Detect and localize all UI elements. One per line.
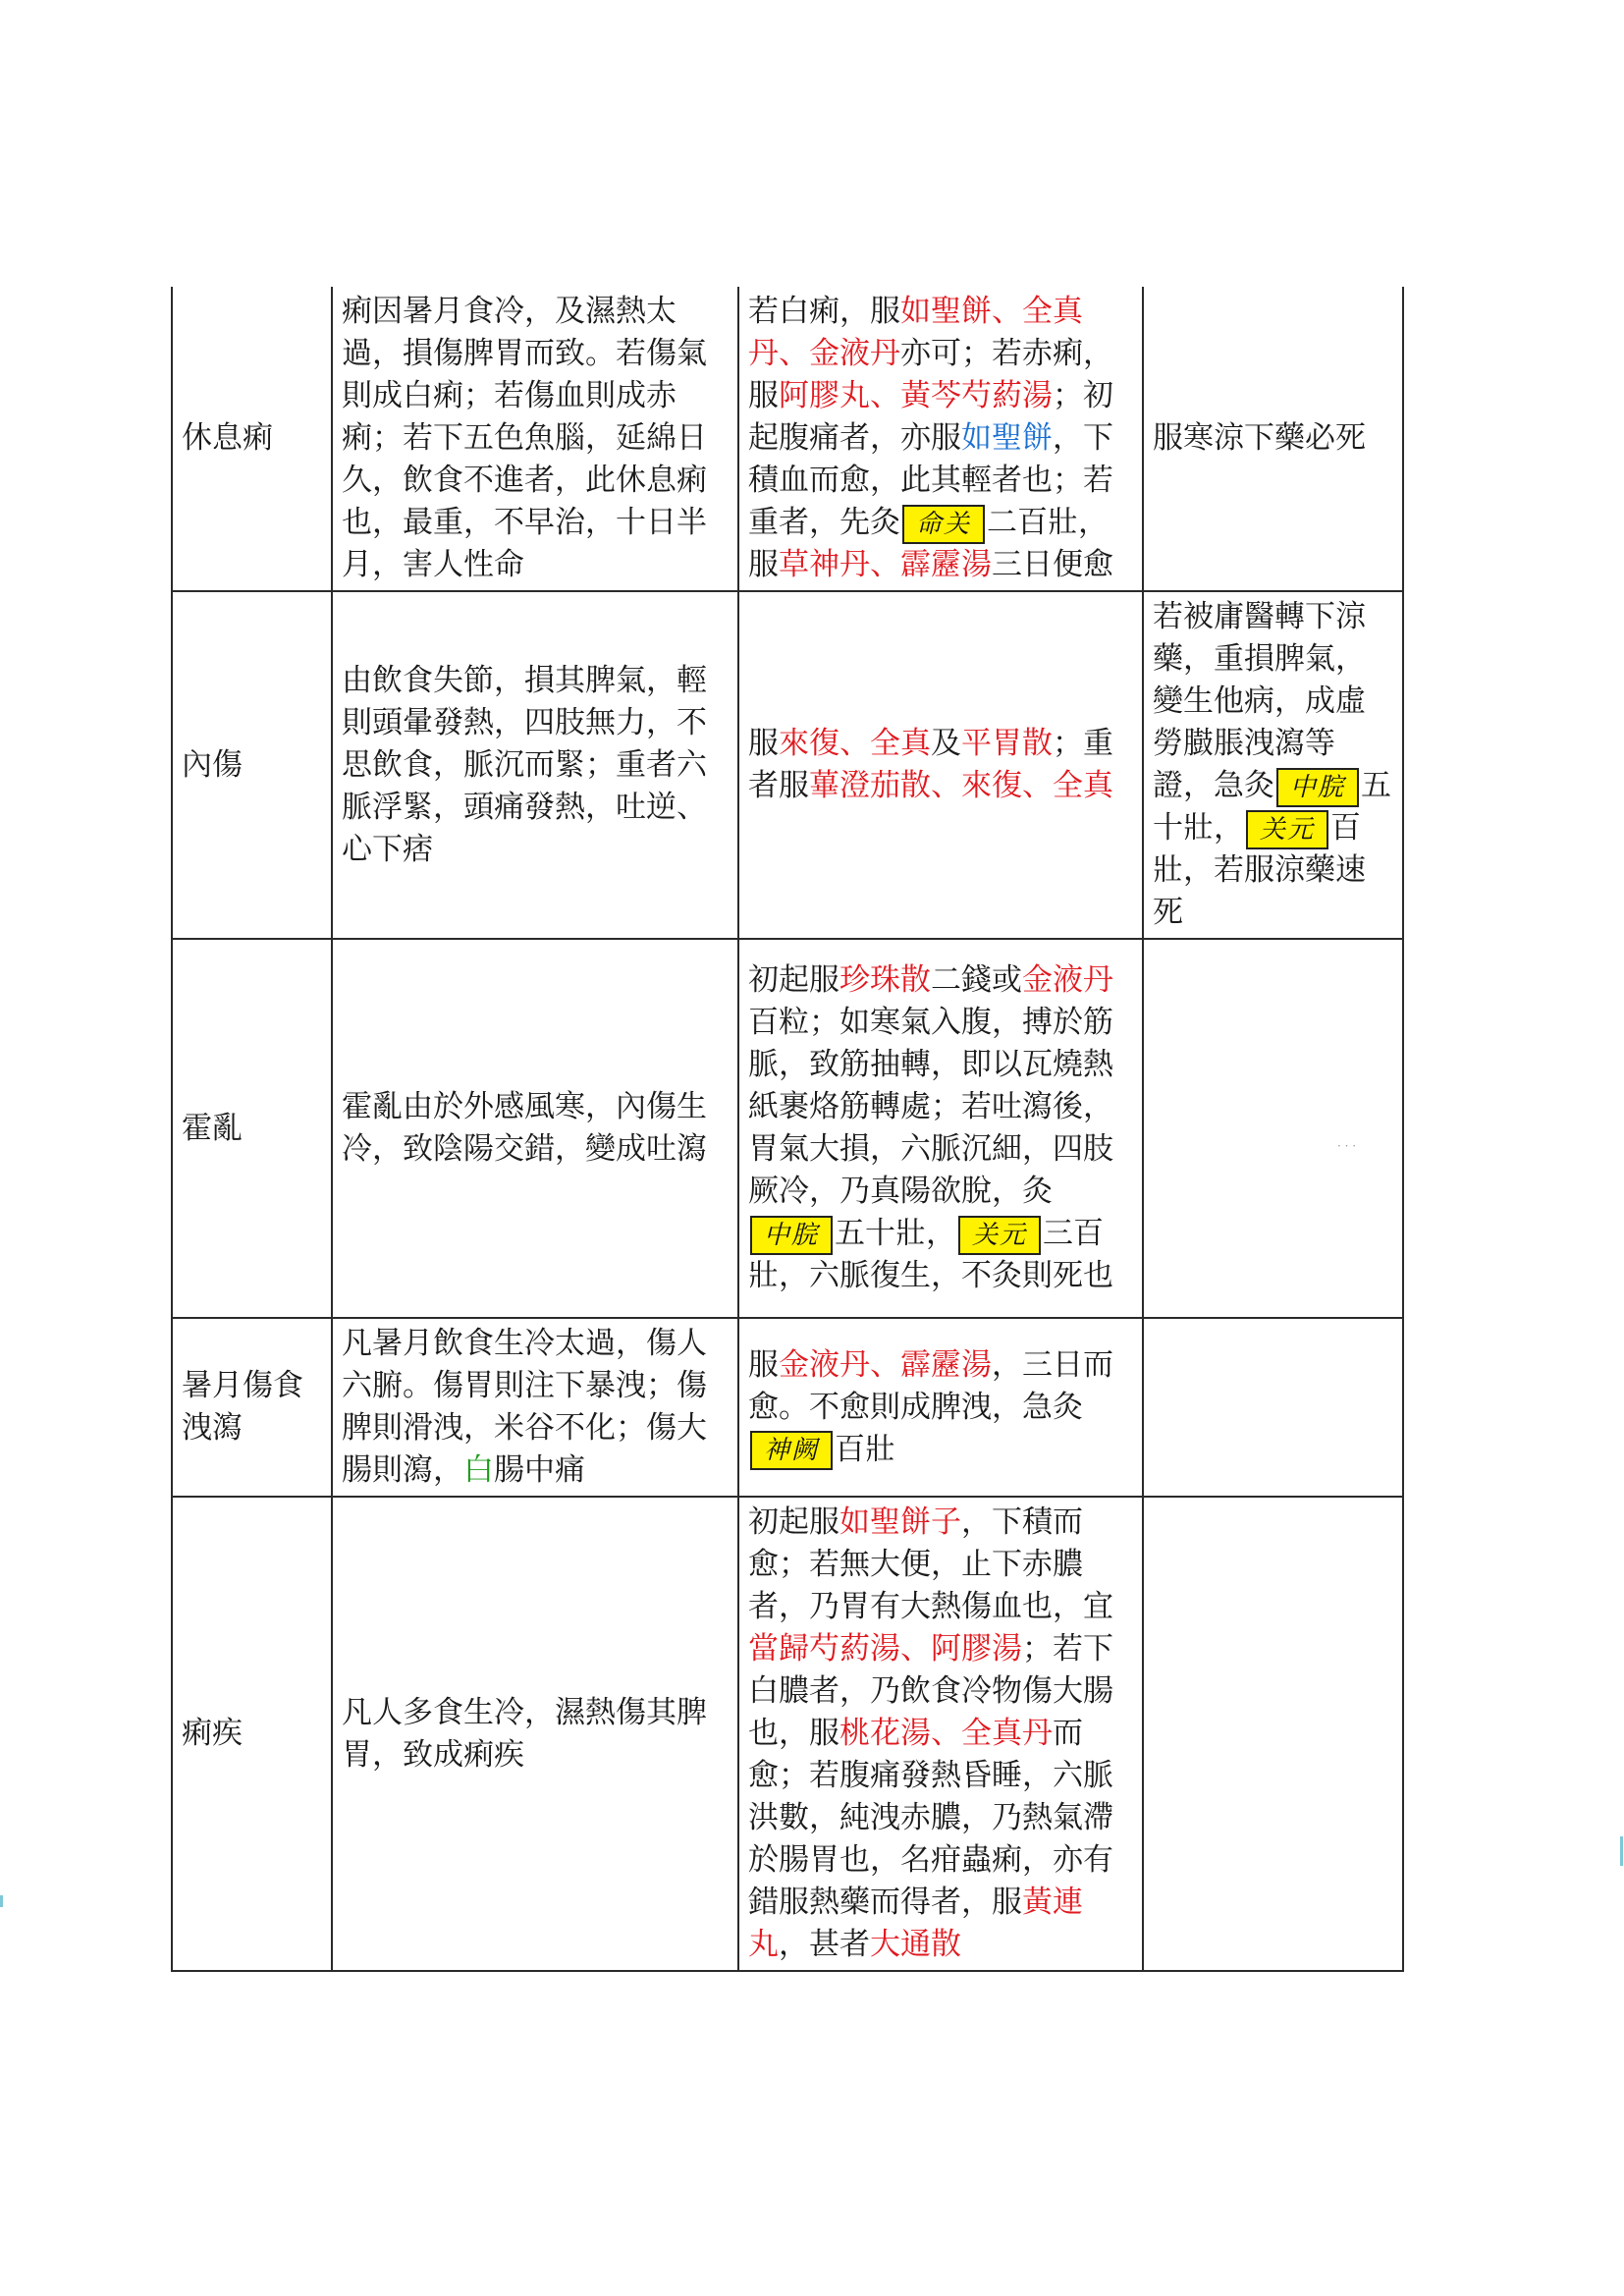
cause-cell: 由飲食失節，損其脾氣，輕則頭暈發熱，四肢無力，不思飲食，脈沉而緊；重者六脈浮緊，頭痛發熱，吐逆、心下痞 bbox=[332, 591, 738, 939]
handwritten-point-label: 神阙 bbox=[750, 1431, 833, 1470]
handwritten-point-label: 中脘 bbox=[750, 1216, 833, 1255]
scan-edge-mark bbox=[1620, 1836, 1623, 1866]
treatment-cell: 初起服珍珠散二錢或金液丹百粒；如寒氣入腹，搏於筋脈，致筋抽轉，即以瓦燒熱紙裹烙筋轉處；若吐瀉後，胃氣大損，六脈沉細，四肢厥冷，乃真陽欲脫，灸中脘 五十壯， 关元 三百壯，六脈復生，不灸則死也 bbox=[738, 939, 1143, 1318]
treatment-cell: 初起服如聖餅子，下積而愈；若無大便，止下赤膿者，乃胃有大熱傷血也，宜當歸芍葯湯、阿膠湯；若下白膿者，乃飲食冷物傷大腸也，服桃花湯、全真丹而愈；若腹痛發熱昏睡，六脈洪數，純洩赤膿，乃熱氣滯於腸胃也，名疳蟲痢，亦有錯服熱藥而得者，服黃連丸，甚者大通散 bbox=[738, 1497, 1143, 1971]
handwritten-point-label: 关元 bbox=[958, 1216, 1041, 1255]
warning-cell bbox=[1143, 1318, 1403, 1497]
table-row bbox=[172, 939, 1403, 1318]
table-row bbox=[172, 1318, 1403, 1497]
table-row bbox=[172, 1497, 1403, 1971]
cause-cell: 霍亂由於外感風寒，內傷生冷，致陰陽交錯，變成吐瀉 bbox=[332, 939, 738, 1318]
disease-name-cell: 內傷 bbox=[172, 591, 332, 939]
treatment-cell: 服來復、全真及平胃散；重者服蓽澄茄散、來復、全真 bbox=[738, 591, 1143, 939]
disease-name-cell: 霍亂 bbox=[172, 939, 332, 1318]
handwritten-point-label: 中脘 bbox=[1276, 768, 1359, 807]
warning-cell: 服寒涼下藥必死 bbox=[1143, 287, 1403, 591]
disease-table bbox=[171, 287, 1404, 1972]
disease-name-cell: 痢疾 bbox=[172, 1497, 332, 1971]
warning-cell bbox=[1143, 1497, 1403, 1971]
handwritten-point-label: 关元 bbox=[1246, 810, 1328, 849]
warning-cell bbox=[1143, 939, 1403, 1318]
table-row bbox=[172, 591, 1403, 939]
cause-cell: 凡人多食生冷，濕熱傷其脾胃，致成痢疾 bbox=[332, 1497, 738, 1971]
table-row bbox=[172, 287, 1403, 591]
scan-speck: · · · bbox=[1337, 1139, 1357, 1153]
scan-edge-mark bbox=[0, 1895, 3, 1907]
handwritten-point-label: 命关 bbox=[902, 505, 985, 544]
warning-cell: 若被庸醫轉下涼藥，重損脾氣，變生他病，成虛勞臌脹洩瀉等證，急灸 中脘 五十壯， 关元 百壯，若服涼藥速死 bbox=[1143, 591, 1403, 939]
treatment-cell: 若白痢，服如聖餅、全真丹、金液丹亦可；若赤痢，服阿膠丸、黃芩芍葯湯；初起腹痛者，亦服如聖餅，下積血而愈，此其輕者也；若重者，先灸 命关 二百壯，服草神丹、霹靂湯三日便愈 bbox=[738, 287, 1143, 591]
treatment-cell: 服金液丹、霹靂湯，三日而愈。不愈則成脾洩，急灸神阙 百壯 bbox=[738, 1318, 1143, 1497]
disease-name-cell: 暑月傷食洩瀉 bbox=[172, 1318, 332, 1497]
cause-cell: 痢因暑月食冷，及濕熱太過，損傷脾胃而致。若傷氣則成白痢；若傷血則成赤痢；若下五色魚腦，延綿日久，飲食不進者，此休息痢也，最重，不早治，十日半月，害人性命 bbox=[332, 287, 738, 591]
disease-name-cell: 休息痢 bbox=[172, 287, 332, 591]
cause-cell: 凡暑月飲食生冷太過，傷人六腑。傷胃則注下暴洩；傷脾則滑洩，米谷不化；傷大腸則瀉，白腸中痛 bbox=[332, 1318, 738, 1497]
